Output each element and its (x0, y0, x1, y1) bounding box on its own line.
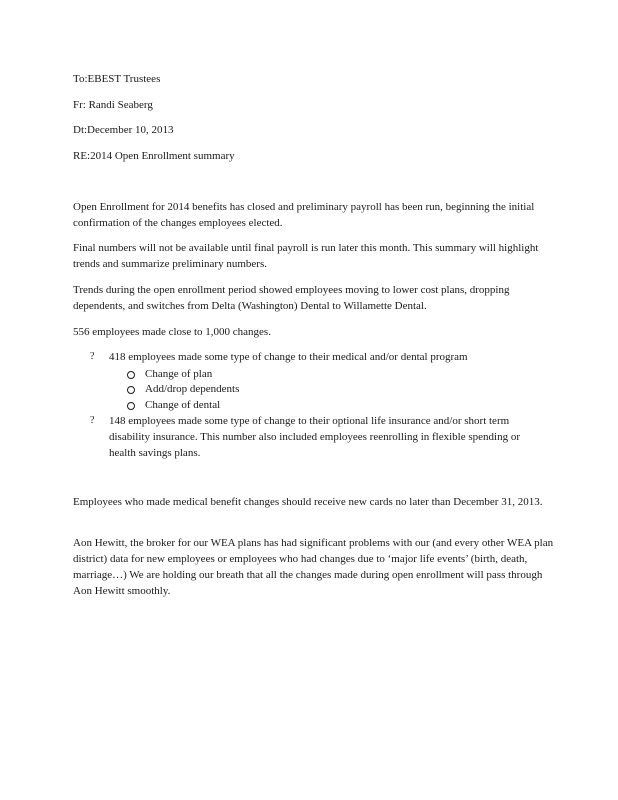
sub-item-text: Change of plan (145, 368, 213, 380)
circle-bullet-icon (127, 386, 135, 394)
sub-item-text: Change of dental (145, 399, 221, 411)
bullet-text: 148 employees made some type of change to their optional life insurance and/or short term disability insurance. This number also included employees reenrolling in flexible spending or health savings plans. (109, 415, 520, 459)
paragraph-employee-count: 556 employees made close to 1,000 changes. (73, 326, 271, 338)
bullet-mark: ? (90, 415, 95, 426)
paragraph-aon-hewitt: Aon Hewitt, the broker for our WEA plans has had significant problems with our (and every other WEA plan district) data for new employees or employees who had changes due to ‘major life events’ (birth, death, marriage…) We are holding our breath that all the changes made during open enrollment will pass through Aon Hewitt smoothly. (73, 537, 554, 597)
paragraph-intro: Open Enrollment for 2014 benefits has closed and preliminary payroll has been run, beginning the initial confirmation of the changes employees elected. (73, 201, 535, 229)
paragraph-final-numbers: Final numbers will not be available until final payroll is run later this month. This summary will highlight trends and summarize preliminary numbers. (73, 242, 539, 270)
memo-from: Fr: Randi Seaberg (73, 99, 153, 111)
bullet-mark: ? (90, 351, 95, 362)
sub-item-text: Add/drop dependents (145, 383, 240, 395)
sub-item-change-of-dental (127, 397, 427, 413)
bullet-item-medical (90, 349, 550, 365)
paragraph-trends: Trends during the open enrollment period showed employees moving to lower cost plans, dropping dependents, and switches from Delta (Washington) Dental to Willamette Dental. (73, 284, 510, 312)
bullet-text: 418 employees made some type of change to their medical and/or dental program (109, 351, 468, 363)
sub-item-change-of-plan (127, 366, 427, 382)
bullet-item-life-insurance (90, 413, 550, 461)
paragraph-medical-cards: Employees who made medical benefit changes should receive new cards no later than December 31, 2013. (73, 496, 543, 508)
memo-date: Dt:December 10, 2013 (73, 124, 174, 136)
circle-bullet-icon (127, 371, 135, 379)
memo-subject: RE:2014 Open Enrollment summary (73, 150, 235, 162)
memo-to: To:EBEST Trustees (73, 73, 161, 85)
sub-item-add-drop-dependents (127, 381, 427, 397)
circle-bullet-icon (127, 402, 135, 410)
